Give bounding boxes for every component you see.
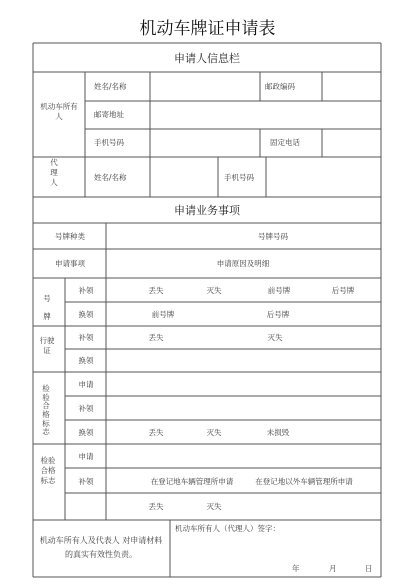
reason-label: 申请原因及明细 <box>216 259 270 268</box>
inspection-apply: 申请 <box>78 452 94 461</box>
landline-label: 固定电话 <box>270 138 300 147</box>
date-day: 日 <box>365 564 373 573</box>
sticker-huanling: 换领 <box>78 428 94 437</box>
agent-mobile-label: 手机号码 <box>224 173 254 182</box>
sticker-huanling-lost: 丢失 <box>148 428 164 437</box>
owner-label: 机动车所有人 <box>40 102 78 122</box>
sticker-huanling-destroyed: 灭失 <box>206 428 222 437</box>
group-sticker-label-mid: 检验合格标志 <box>42 384 50 437</box>
postal-code-label: 邮政编码 <box>265 82 295 91</box>
inspection-local-office: 在登记地车辆管理所申请 <box>150 477 234 486</box>
matter-label: 申请事项 <box>55 259 85 268</box>
license-bulin-lost: 丢失 <box>148 333 164 342</box>
date-year: 年 <box>292 564 300 573</box>
section-applicant-info: 申请人信息栏 <box>174 52 240 65</box>
plate-huanling: 换领 <box>78 310 94 319</box>
inspection-lost: 丢失 <box>148 502 164 511</box>
group-inspection-label: 检验合格标志 <box>40 456 56 486</box>
address-label: 邮寄地址 <box>94 110 124 119</box>
agent-name-label: 姓名/名称 <box>94 173 127 182</box>
license-bulin-destroyed: 灭失 <box>267 333 283 342</box>
agent-label: 代理人 <box>50 158 58 188</box>
section-business: 申请业务事项 <box>174 204 240 217</box>
inspection-destroyed: 灭失 <box>206 502 222 511</box>
sticker-bulin: 补领 <box>78 404 94 413</box>
plate-bulin: 补领 <box>78 286 94 295</box>
plate-bulin-rear: 后号牌 <box>331 286 355 295</box>
plate-huanling-rear: 后号牌 <box>266 310 290 319</box>
inspection-other-office: 在登记地以外车辆管理所申请 <box>255 477 353 486</box>
plate-bulin-lost: 丢失 <box>148 286 164 295</box>
plate-bulin-destroyed: 灭失 <box>206 286 222 295</box>
plate-type-label: 号牌种类 <box>55 232 85 241</box>
date-month: 月 <box>329 564 337 573</box>
inspection-bulin: 补领 <box>78 477 94 486</box>
license-huanling: 换领 <box>78 356 94 365</box>
license-bulin: 补领 <box>78 333 94 342</box>
plate-number-label: 号牌号码 <box>258 232 288 241</box>
group-plate-label: 号牌 <box>43 294 51 321</box>
form-title: 机动车牌证申请表 <box>139 19 276 39</box>
owner-name-label: 姓名/名称 <box>94 82 127 91</box>
plate-bulin-front: 前号牌 <box>267 286 291 295</box>
sticker-huanling-damaged: 未损毁 <box>266 428 290 437</box>
sticker-apply: 申请 <box>78 380 94 389</box>
declaration-text: 机动车所有人及代表人 对申请材料的真实有效性负责。 <box>39 536 163 559</box>
signature-label: 机动车所有人（代理人）签字： <box>175 524 280 533</box>
owner-mobile-label: 手机号码 <box>94 138 124 147</box>
plate-huanling-front: 前号牌 <box>151 310 175 319</box>
group-license-label: 行驶证 <box>39 336 55 356</box>
